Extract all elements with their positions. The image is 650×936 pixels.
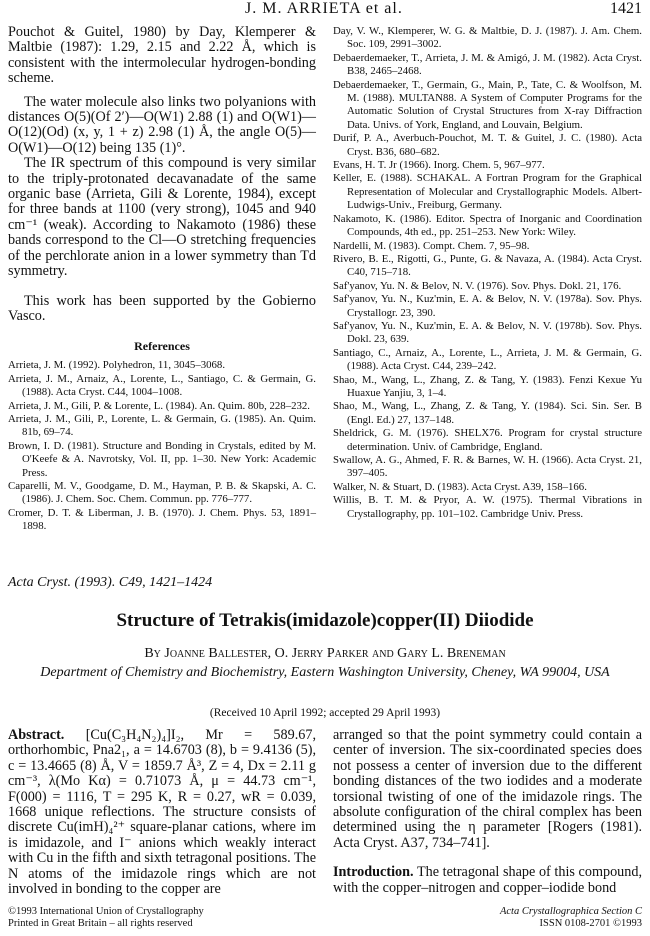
- reference-item: Sheldrick, G. M. (1976). SHELX76. Program for crystal structure determination. Univ. of Cambridge, England.: [333, 427, 642, 453]
- reference-item: Willis, B. T. M. & Pryor, A. W. (1975). Thermal Vibrations in Crystallography, pp. 101–102. Cambridge Univ. Press.: [333, 494, 642, 520]
- left-references: [8, 330, 316, 534]
- copyright-line: ©1993 International Union of Crystallography: [8, 906, 204, 917]
- introduction-text: The tetragonal shape of this compound, with the copper–nitrogen and copper–iodide bond: [333, 864, 642, 896]
- reference-item: Arrieta, J. M., Gili, P., Lorente, L. & Germain, G. (1985). An. Quim. 81b, 69–74.: [8, 413, 316, 439]
- reference-item: Rivero, B. E., Rigotti, G., Punte, G. & Navaza, A. (1984). Acta Cryst. C40, 715–718.: [333, 252, 642, 279]
- reference-item: Saf'yanov, Yu. N., Kuz'min, E. A. & Belov, N. V. (1978b). Sov. Phys. Dokl. 23, 639.: [333, 319, 642, 346]
- received-date: (Received 10 April 1992; accepted 29 April 1993): [209, 707, 441, 719]
- reference-item: Saf'yanov, Yu. N. & Belov, N. V. (1976). Sov. Phys. Dokl. 21, 176.: [333, 279, 622, 292]
- reference-item: Arrieta, J. M., Gili, P. & Lorente, L. (1984). An. Quim. 80b, 228–232.: [8, 399, 310, 412]
- reference-item: Nardelli, M. (1983). Compt. Chem. 7, 95–98.: [333, 239, 530, 252]
- printed-line: Printed in Great Britain – all rights reserved: [8, 918, 193, 930]
- authors: By Joanne Ballester, O. Jerry Parker and Gary L. Breneman: [144, 646, 506, 661]
- running-head: [0, 0, 650, 20]
- reference-item: Walker, N. & Stuart, D. (1983). Acta Cryst. A39, 158–166.: [333, 480, 587, 493]
- reference-item: Santiago, C., Arnaiz, A., Lorente, L., Arrieta, J. M. & Germain, G. (1988). Acta Cryst. C44, 239–242.: [333, 346, 642, 373]
- abstract-text: [Cu(C₃H₄N₂)₄]I₂, Mr = 589.67, orthorhombic, Pna2₁, a = 14.6703 (8), b = 9.4136 (5), c = 13.4665 (8) Å, V = 1859.7 Å³, Z = 4, Dx = 2.11 g cm⁻³, λ(Mo Kα) = 0.71073 Å, μ = 44.73 cm⁻¹, F(000) = 1116, T = 295 K, R = 0.27, wR = 0.039, 1668 unique reflections. The structure consists of discrete Cu(imH)₄²⁺ square-planar cations, where im is imidazole, and I⁻ anions which weakly interact with Cu in the fifth and sixth tetragonal positions. The N atoms of the imidazole rings which are not involved in bonding to the copper are: [8, 727, 316, 898]
- page-number: 1421: [610, 0, 642, 17]
- journal-citation: Acta Cryst. (1993). C49, 1421–1424: [8, 575, 213, 590]
- reference-item: Keller, E. (1988). SCHAKAL. A Fortran Program for the Graphical Representation of Molecular and Crystallographic Models. Albert-Ludwigs-Univ., Freiburg, Germany.: [333, 172, 642, 212]
- running-head-title: J. M. ARRIETA et al.: [245, 0, 403, 17]
- journal-footer: [392, 906, 642, 930]
- references-heading: References: [134, 339, 190, 353]
- acknowledgement: This work has been supported by the Gobierno Vasco.: [8, 292, 316, 324]
- right-references: [333, 25, 642, 521]
- copyright-footer: [8, 906, 308, 930]
- left-column-body: [8, 25, 316, 324]
- reference-item: Day, V. W., Klemperer, W. G. & Maltbie, D. J. (1987). J. Am. Chem. Soc. 109, 2991–3002.: [333, 25, 642, 51]
- issn: ISSN 0108-2701 ©1993: [539, 918, 642, 930]
- paragraph: Pouchot & Guitel, 1980) by Day, Klemperer & Maltbie (1987): 1.29, 2.15 and 2.22 Å, which is consistent with the intermolecular hydrogen-bonding scheme.: [8, 24, 316, 87]
- introduction-label: Introduction.: [333, 864, 414, 881]
- reference-item: Arrieta, J. M. (1992). Polyhedron, 11, 3045–3068.: [8, 359, 226, 372]
- paragraph: The water molecule also links two polyanions with distances O(5)(Of 2′)—O(W1) 2.88 (1) and O(W1)—O(12)(Od) (x, y, 1 + z) 2.98 (1) Å, the angle O(5)—O(W1)—O(12) being 135 (1)°.: [8, 93, 316, 156]
- affiliation: Department of Chemistry and Biochemistry, Eastern Washington University, Cheney, WA 99004, USA: [40, 665, 610, 680]
- reference-item: Cromer, D. T. & Liberman, J. B. (1970). J. Chem. Phys. 53, 1891–1898.: [8, 506, 316, 533]
- reference-item: Durif, P. A., Averbuch-Pouchot, M. T. & Guitel, J. C. (1980). Acta Cryst. B36, 680–682.: [333, 132, 642, 158]
- abstract: [8, 728, 316, 897]
- reference-item: Debaerdemaeker, T., Germain, G., Main, P., Tate, C. & Woolfson, M. M. (1988). MULTAN88. A System of Computer Programs for the Automatic Solution of Crystal Structures from X-ray Diffraction Data. Univs. of York, England, and Louvain, Belgium.: [333, 78, 642, 131]
- reference-item: Saf'yanov, Yu. N., Kuz'min, E. A. & Belov, N. V. (1978a). Sov. Phys. Crystallogr. 23, 390.: [333, 293, 642, 319]
- article-title: Structure of Tetrakis(imidazole)copper(II) Diiodide: [116, 610, 534, 631]
- reference-item: Arrieta, J. M., Arnaiz, A., Lorente, L., Santiago, C. & Germain, G. (1988). Acta Cryst. C44, 1004–1008.: [8, 372, 316, 399]
- paragraph: The IR spectrum of this compound is very similar to the triply-protonated decavanadate of the same organic base (Arrieta, Gili & Lorente, 1984), except for three bands at 1100 (very strong), 1045 and 940 cm⁻¹ (weak). According to Nakamoto (1986) these bands correspond to the Cl—O stretching frequencies of the perchlorate anion in a lower symmetry than Td symmetry.: [8, 155, 316, 280]
- reference-item: Swallow, A. G., Ahmed, F. R. & Barnes, W. H. (1966). Acta Cryst. 21, 397–405.: [333, 454, 642, 480]
- reference-item: Nakamoto, K. (1986). Editor. Spectra of Inorganic and Coordination Compounds, 4th ed., pp. 251–253. New York: Wiley.: [333, 212, 642, 239]
- abstract-continued: arranged so that the point symmetry could contain a center of inversion. The six-coordinated species does not possess a center of inversion due to the different bonding distances of the two iodides and a moderate torsional twisting of one of the imidazole rings. The absolute configuration of the chiral complex has been determined using the η parameter [Rogers (1981). Acta Cryst. A37, 734–741].: [333, 727, 642, 851]
- reference-item: Brown, I. D. (1981). Structure and Bonding in Crystals, edited by M. O'Keefe & A. Navrotsky, Vol. II, pp. 1–30. New York: Academic Press.: [8, 439, 316, 479]
- right-column-body: [333, 728, 642, 896]
- abstract-label: Abstract.: [8, 727, 65, 743]
- journal-section: Acta Crystallographica Section C: [499, 906, 642, 917]
- reference-item: Caparelli, M. V., Goodgame, D. M., Hayman, P. B. & Skapski, A. C. (1986). J. Chem. Soc. Chem. Commun. pp. 776–777.: [8, 480, 316, 506]
- reference-item: Evans, H. T. Jr (1966). Inorg. Chem. 5, 967–977.: [333, 159, 545, 172]
- reference-item: Shao, M., Wang, L., Zhang, Z. & Tang, Y. (1983). Fenzi Kexue Yu Huaxue Yanjiu, 3, 1–4.: [333, 373, 642, 399]
- reference-item: Shao, M., Wang, L., Zhang, Z. & Tang, Y. (1984). Sci. Sin. Ser. B (Engl. Ed.) 27, 137–148.: [333, 400, 642, 426]
- reference-item: Debaerdemaeker, T., Arrieta, J. M. & Amigó, J. M. (1982). Acta Cryst. B38, 2465–2468.: [333, 51, 642, 78]
